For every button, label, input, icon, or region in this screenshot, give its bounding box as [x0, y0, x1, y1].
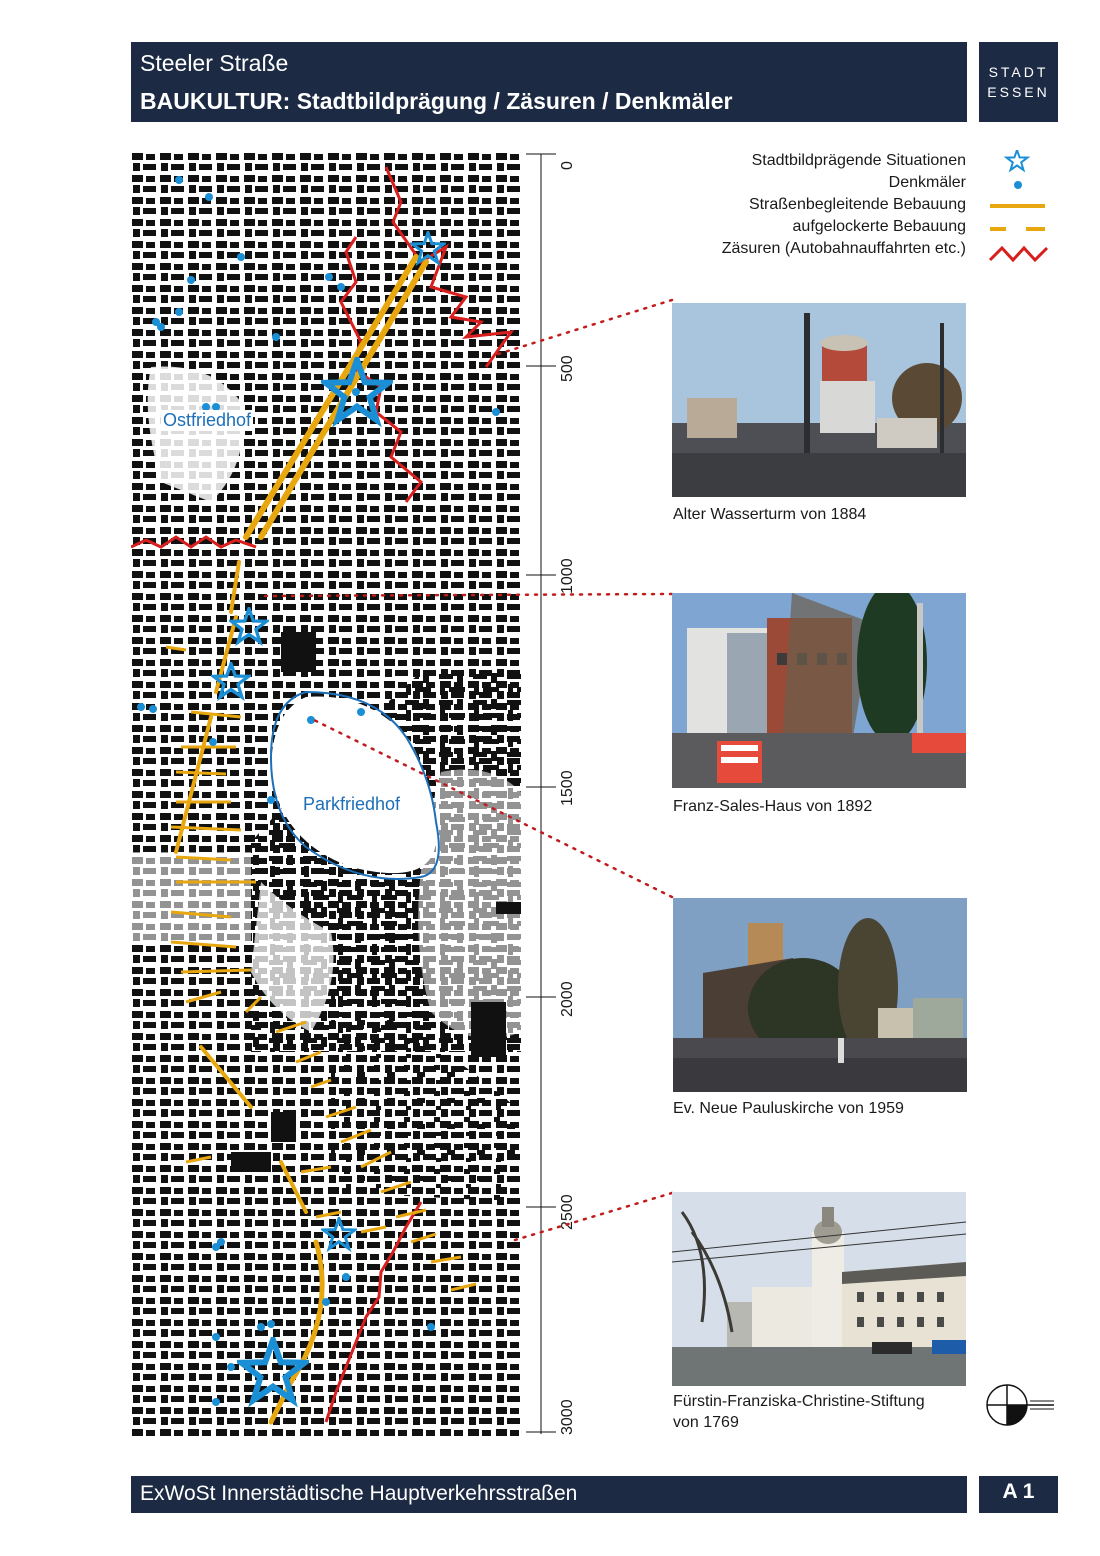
scale-tick-2500: 2500	[559, 1194, 576, 1230]
legend-star-icon	[1007, 150, 1028, 170]
legend-label-monuments: Denkmäler	[888, 174, 966, 191]
ostfriedhof-label: Ostfriedhof	[163, 410, 252, 430]
footer-bar	[131, 1476, 967, 1513]
parkfriedhof-label: Parkfriedhof	[303, 794, 401, 814]
caption-pauluskirche: Ev. Neue Pauluskirche von 1959	[673, 1100, 904, 1117]
scale-tick-2000: 2000	[559, 981, 576, 1017]
caption-stiftung-line-1: Fürstin-Franziska-Christine-Stiftung	[673, 1393, 925, 1410]
caption-franz-sales-haus: Franz-Sales-Haus von 1892	[673, 798, 873, 815]
map-legend	[650, 150, 1060, 265]
page-number: A 1	[1002, 1480, 1035, 1503]
north-arrow-icon	[984, 1382, 1060, 1430]
legend-dot-icon	[1014, 181, 1022, 189]
scale-tick-1500: 1500	[559, 770, 576, 806]
legend-label-dashed: aufgelockerte Bebauung	[792, 218, 966, 235]
scale-tick-1000: 1000	[559, 558, 576, 594]
photo-pauluskirche	[673, 898, 967, 1092]
logo-line-1: STADT	[988, 64, 1049, 80]
legend-label-solid: Straßenbegleitende Bebauung	[748, 196, 966, 213]
legend-label-stars: Stadtbildprägende Situationen	[751, 152, 966, 169]
caption-stiftung-line-2: von 1769	[673, 1414, 739, 1431]
scale-tick-0: 0	[559, 161, 576, 170]
legend-zigzag-line-icon	[990, 248, 1047, 260]
caption-wasserturm: Alter Wasserturm von 1884	[673, 506, 867, 523]
logo-line-2: ESSEN	[987, 84, 1050, 100]
scale-tick-3000: 3000	[559, 1399, 576, 1435]
page-subtitle: BAUKULTUR: Stadtbildprägung / Zäsuren / Denkmäler	[140, 88, 733, 114]
photo-franz-sales-haus	[672, 593, 966, 788]
page-number-box	[979, 1476, 1058, 1513]
photo-wasserturm	[672, 303, 966, 497]
footer-text: ExWoSt Innerstädtische Hauptverkehrsstraßen	[140, 1482, 578, 1505]
scale-tick-500: 500	[559, 355, 576, 382]
legend-label-caesura: Zäsuren (Autobahnauffahrten etc.)	[721, 240, 966, 257]
page-title: Steeler Straße	[140, 50, 289, 76]
photo-stiftung	[672, 1192, 966, 1386]
